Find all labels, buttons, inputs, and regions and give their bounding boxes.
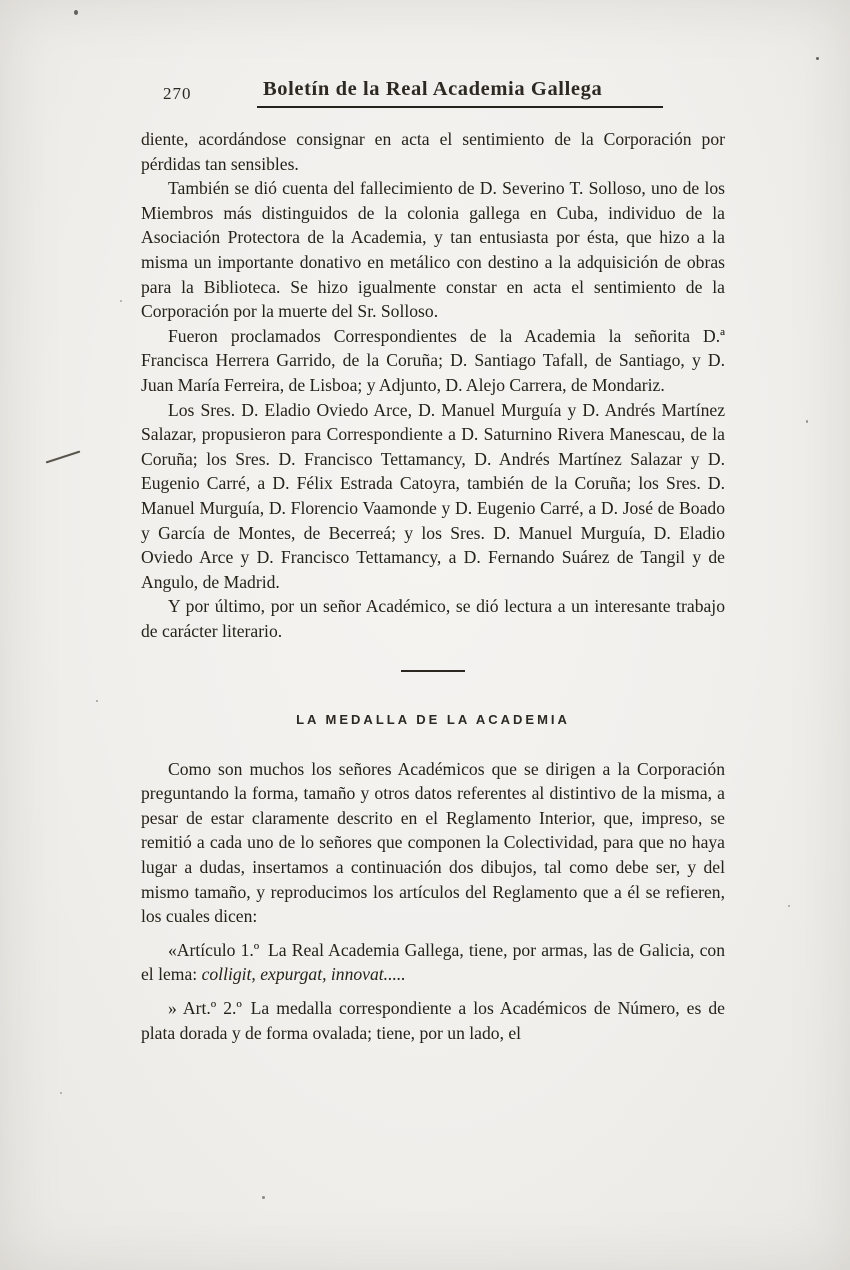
- paragraph-medalla-intro: Como son muchos los señores Académicos que se dirigen a la Corporación preguntando la forma, tamaño y otros datos referentes al distintivo de la misma, a pesar de estar claramente descrito en el Reglamento Interior, que, impreso, se remitió a cada uno de lo señores que componen la Colectividad, para que no haya lugar a dudas, insertamos a continuación dos dibujos, tal como debe ser, y del mismo tamaño, y reproducimos los artículos del Reglamento que a él se refieren, los cuales dicen:: [141, 758, 725, 927]
- scan-speck: [74, 10, 78, 15]
- scan-speck: [60, 1092, 62, 1094]
- paragraph-propuestas: Los Sres. D. Eladio Oviedo Arce, D. Manuel Murguía y D. Andrés Martínez Salazar, propusieron para Correspondiente a D. Saturnino Rivera Manescau, de la Coruña; los Sres. D. Francisco Tettamancy, D. Andrés Martínez Salazar y D. Eugenio Carré, a D. Félix Estrada Catoyra, también de la Coruña; los Sres. D. Manuel Murguía, D. Florencio Vaamonde y D. Eugenio Carré, a D. José de Boado y García de Montes, de Becerreá; y los Sres. D. Manuel Murguía, D. Eladio Oviedo Arce y D. Francisco Tettamancy, a D. Fernando Suárez de Tangil y de Angulo, de Madrid.: [141, 399, 725, 592]
- scan-speck: [788, 905, 790, 907]
- paragraph-solloso: También se dió cuenta del fallecimiento de D. Severino T. Solloso, uno de los Miembros más distinguidos de la colonia gallega en Cuba, individuo de la Asociación Protectora de la Academia, y tan entusiasta por ésta, que hizo a la misma un importante donativo en metálico con destino a la adquisición de obras para la Biblioteca. Se hizo igualmente constar en acta el sentimiento de la Corporación por la muerte del Sr. Solloso.: [141, 178, 725, 322]
- page-number: 270: [163, 84, 192, 103]
- section-heading: LA MEDALLA DE LA ACADEMIA: [296, 711, 570, 727]
- journal-title: Boletín de la Real Academia Gallega: [263, 78, 603, 100]
- paragraph-lectura: Y por último, por un señor Académico, se dió lectura a un interesante trabajo de carácter literario.: [141, 596, 725, 641]
- scan-speck: [96, 700, 98, 702]
- page-header: [0, 78, 850, 108]
- scan-speck: [806, 420, 808, 423]
- articulo-1-text: «Artículo 1.º La Real Academia Gallega, tiene, por armas, las de Galicia, con el lema:: [141, 939, 725, 985]
- paragraph-articulo-2: » Art.º 2.º La medalla correspondiente a los Académicos de Número, es de plata dorada y de forma ovalada; tiene, por un lado, el: [141, 997, 725, 1043]
- paragraph-articulo-1: [141, 938, 725, 987]
- scan-speck: [262, 1196, 265, 1199]
- scan-speck: [816, 57, 819, 60]
- scan-speck: [120, 300, 122, 302]
- paragraph-continuation: diente, acordándose consignar en acta el sentimiento de la Corporación por pérdidas tan sensibles.: [141, 129, 725, 174]
- lema-italic: colligit, expurgat, innovat.....: [201, 964, 406, 985]
- handwritten-margin-mark: [46, 450, 81, 463]
- section-divider-rule: [401, 670, 465, 672]
- header-rule: [257, 106, 663, 108]
- text-column: [141, 127, 725, 1045]
- paragraph-correspondientes: Fueron proclamados Correspondientes de la Academia la señorita D.ª Francisca Herrera Garrido, de la Coruña; D. Santiago Tafall, de Santiago, y D. Juan María Ferreira, de Lisboa; y Adjunto, D. Alejo Carrera, de Mondariz.: [141, 325, 725, 395]
